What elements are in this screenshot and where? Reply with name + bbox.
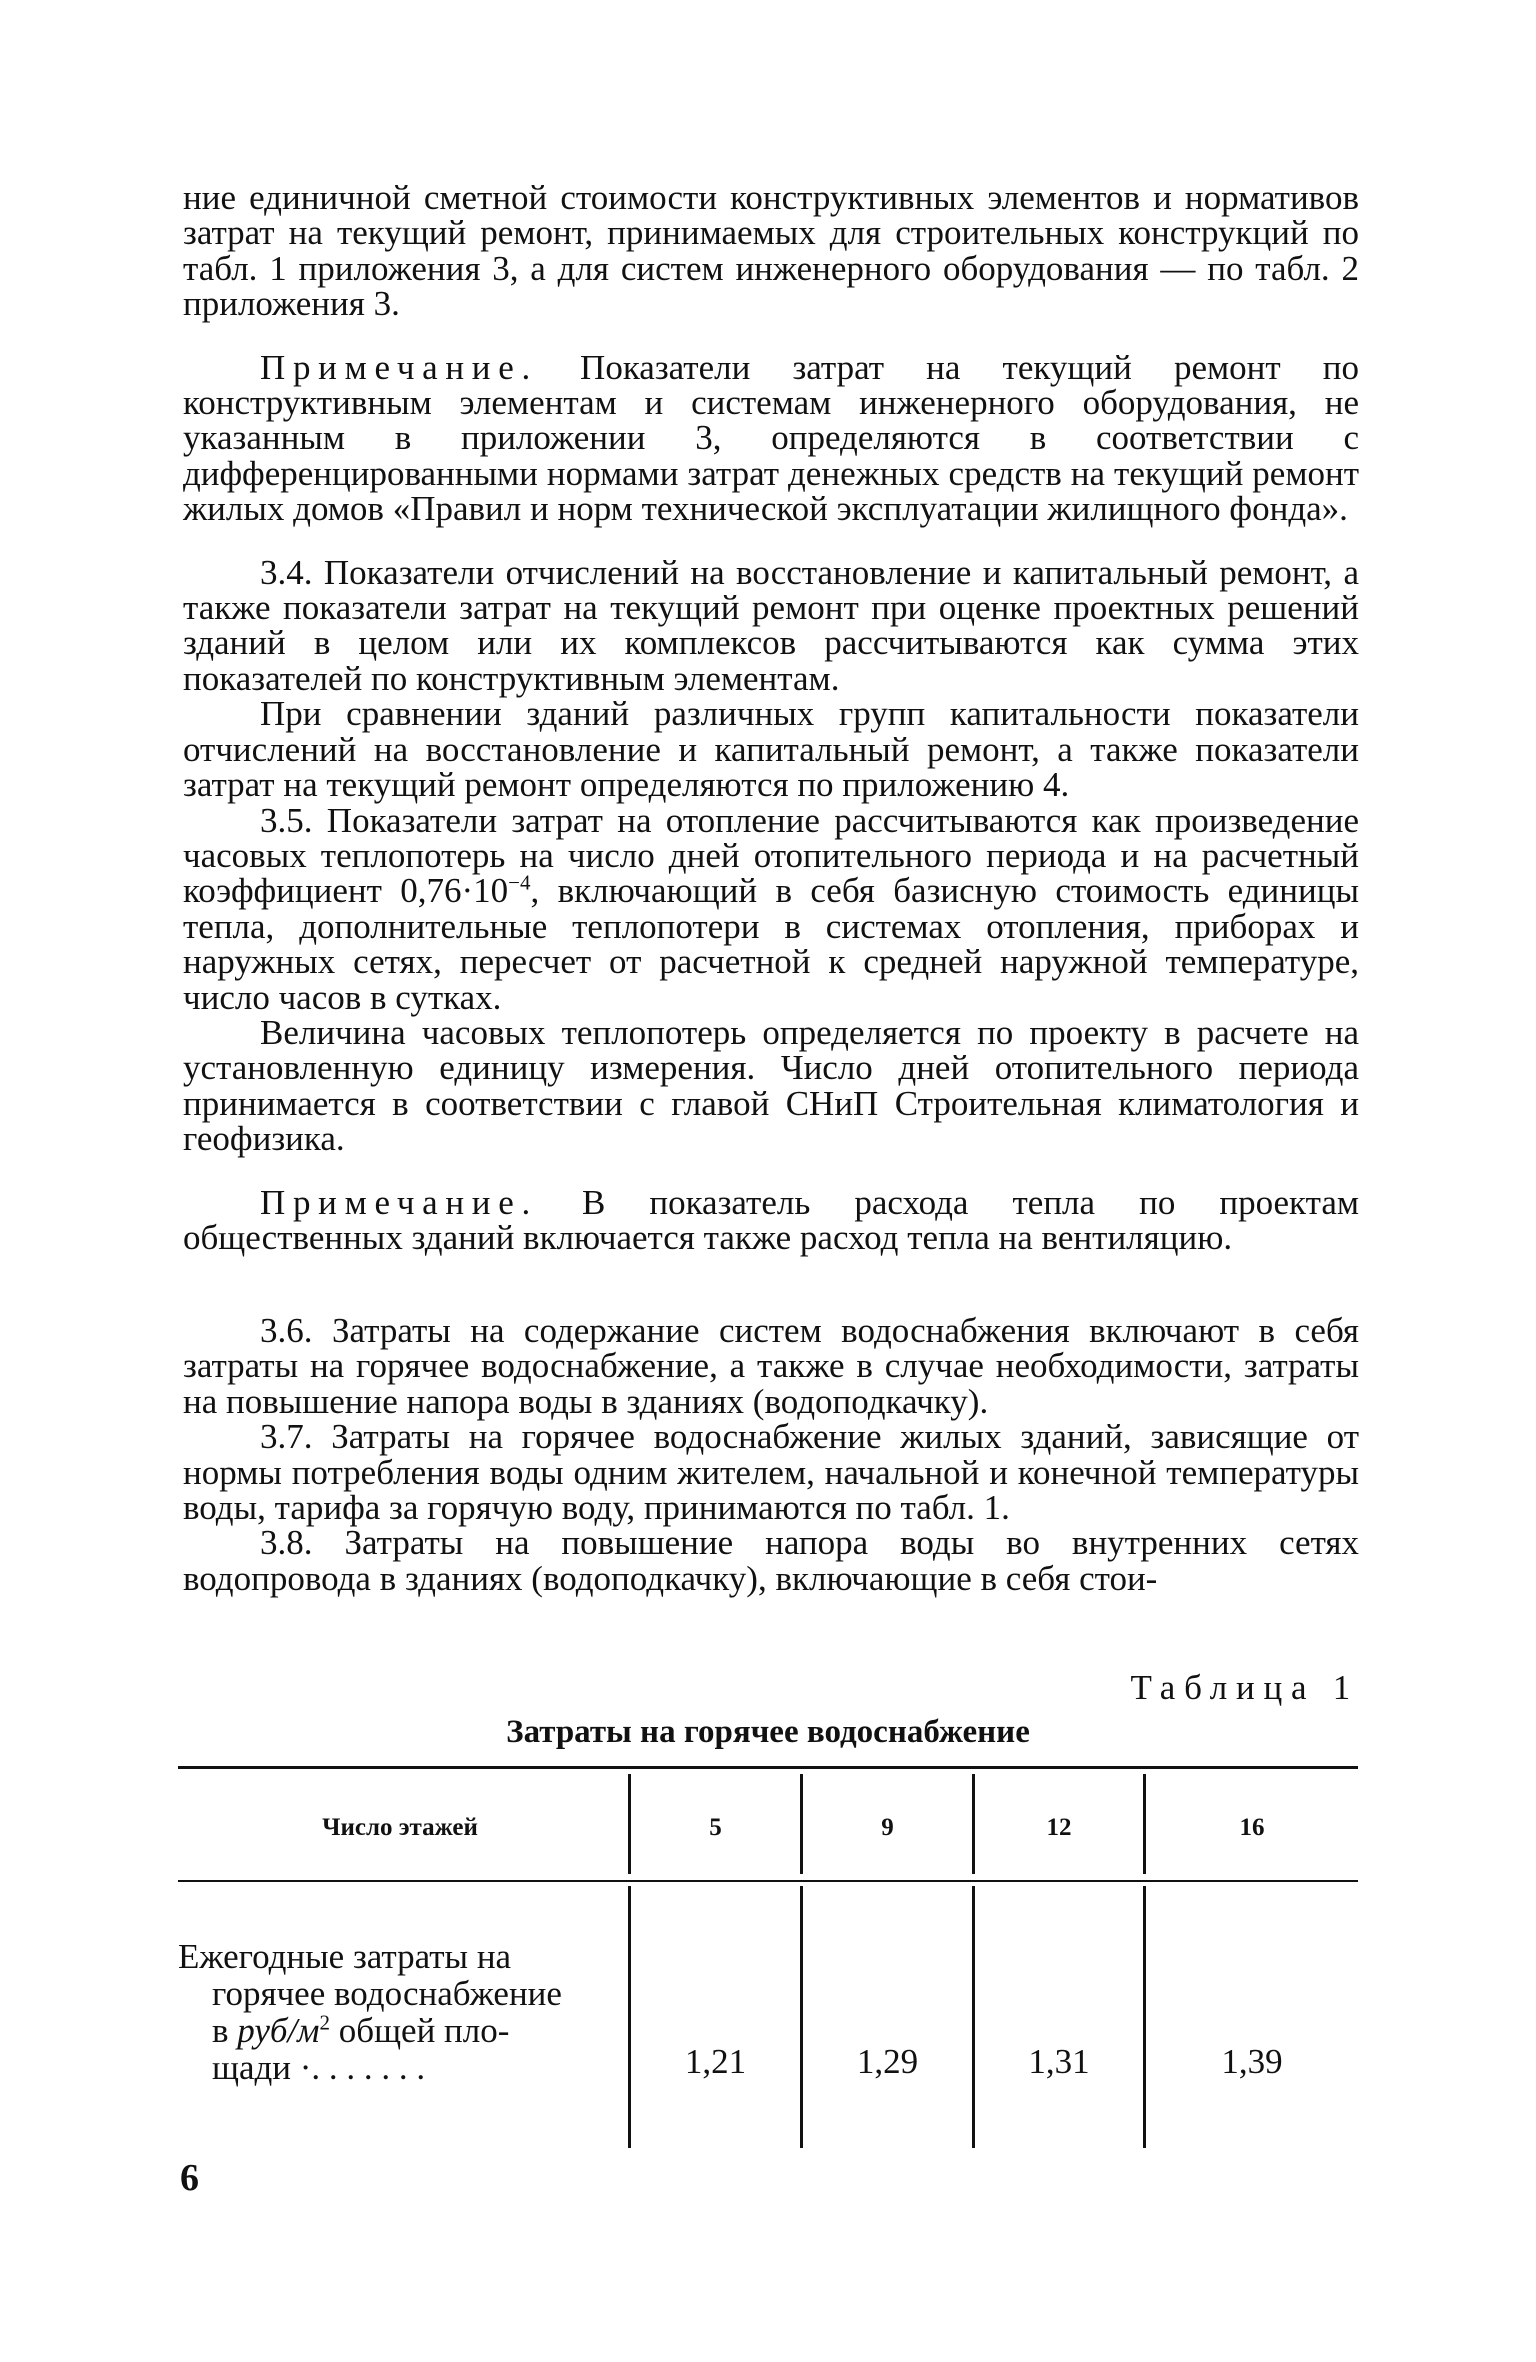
- body-text-upper: [183, 180, 1359, 1255]
- exponent: −4: [508, 870, 531, 895]
- paragraph-3-5-end: , включающий в себя базисную стоимость единицы тепла, дополнительные теплопотери в системах отопления, приборах и наружных сетях, пересчет от расчетной к средней наружной температуре, число часов в сутках.: [183, 871, 1359, 1017]
- table-header-rule: [178, 1880, 1358, 1882]
- table-header-cell: 16: [1239, 1814, 1265, 1841]
- paragraph: Величина часовых теплопотерь определяется по проекту в расчете на установленную единицу измерения. Число дней отопительного периода принимается в соответствии с главой СНиП Строительная климатология и геофизика.: [183, 1012, 1359, 1159]
- table-column-divider: [800, 1886, 803, 2148]
- table-header-cell: 12: [1046, 1814, 1072, 1841]
- row-label-unit: руб/м: [237, 2011, 320, 2050]
- note-paragraph: [183, 1182, 1359, 1257]
- table-row-label: [178, 1938, 608, 2086]
- note-text: Показатели затрат на текущий ремонт по конструктивным элементам и системам инженерного оборудования, не указанным в приложении 3, определяются в соответствии с дифференцированными нормами затрат денежных средств на текущий ремонт жилых домов «Правил и норм технической эксплуатации жилищного фонда».: [183, 347, 1360, 529]
- table-top-rule: [178, 1766, 1358, 1769]
- row-label-part: общей пло-: [338, 2011, 510, 2050]
- note-paragraph: [183, 347, 1360, 529]
- paragraph-3-4: 3.4. Показатели отчислений на восстановление и капитальный ремонт, а также показатели затрат на текущий ремонт при оценке проектных решений зданий в целом или их комплексов рассчитываются как сумма этих показателей по конструктивным элементам.: [183, 552, 1359, 698]
- table-column-divider: [972, 1886, 975, 2148]
- table-title: Затраты на горячее водоснабжение: [506, 1714, 1030, 1750]
- table-header-cell: 9: [881, 1814, 894, 1841]
- table-cell: 1,21: [684, 2042, 747, 2081]
- paragraph-3-6: 3.6. Затраты на содержание систем водоснабжения включают в себя затраты на горячее водоснабжение, а также в случае необходимости, затраты на повышение напора воды в зданиях (водоподкачку).: [183, 1311, 1359, 1421]
- table-cell: 1,39: [1221, 2042, 1283, 2081]
- table-number: Таблица 1: [1130, 1668, 1359, 1707]
- paragraph: При сравнении зданий различных групп капитальности показатели отчислений на восстановление и капитальный ремонт, а также показатели затрат на текущий ремонт определяются по приложению 4.: [183, 694, 1359, 805]
- table-column-divider: [1143, 1886, 1146, 2148]
- paragraph: ние единичной сметной стоимости конструктивных элементов и нормативов затрат на текущий ремонт, принимаемых для строительных конструкций по табл. 1 приложения 3, а для систем инженерного оборудования — по табл. 2 приложения 3.: [183, 178, 1359, 324]
- table-column-divider: [628, 1886, 631, 2148]
- paragraph-3-8: 3.8. Затраты на повышение напора воды во внутренних сетях водопровода в зданиях (водоподкачку), включающие в себя стои-: [183, 1523, 1359, 1598]
- row-label-line: Ежегодные затраты на: [178, 1937, 512, 1976]
- row-label-unit-exponent: 2: [319, 2010, 331, 2035]
- note-label: Примечание.: [260, 1182, 538, 1222]
- row-label-part: в: [212, 2011, 229, 2050]
- row-label-line: щади ·. . . . . . .: [212, 2048, 426, 2087]
- page-number: 6: [180, 2157, 199, 2199]
- paragraph-3-5-start: 3.5. Показатели затрат на отопление рассчитываются как произведение часовых теплопотерь на число дней отопительного периода и на расчетный коэффициент 0,76·10: [183, 800, 1359, 911]
- body-text-lower: [183, 1313, 1359, 1596]
- table-header-cell: 5: [709, 1814, 722, 1841]
- row-label-line: [178, 2012, 608, 2049]
- table-header-label: Число этажей: [322, 1814, 478, 1841]
- table-cell: 1,29: [856, 2042, 919, 2081]
- note-text: В показатель расхода тепла по проектам общественных зданий включается также расход тепла на вентиляцию.: [183, 1182, 1359, 1257]
- note-label: Примечание.: [260, 347, 538, 387]
- paragraph-3-7: 3.7. Затраты на горячее водоснабжение жилых зданий, зависящие от нормы потребления воды одним жителем, начальной и конечной температуры воды, тарифа за горячую воду, принимаются по табл. 1.: [183, 1417, 1359, 1528]
- paragraph-3-5: [183, 800, 1359, 1017]
- row-label-line: горячее водоснабжение: [212, 1974, 562, 2013]
- table-cell: 1,31: [1028, 2042, 1090, 2081]
